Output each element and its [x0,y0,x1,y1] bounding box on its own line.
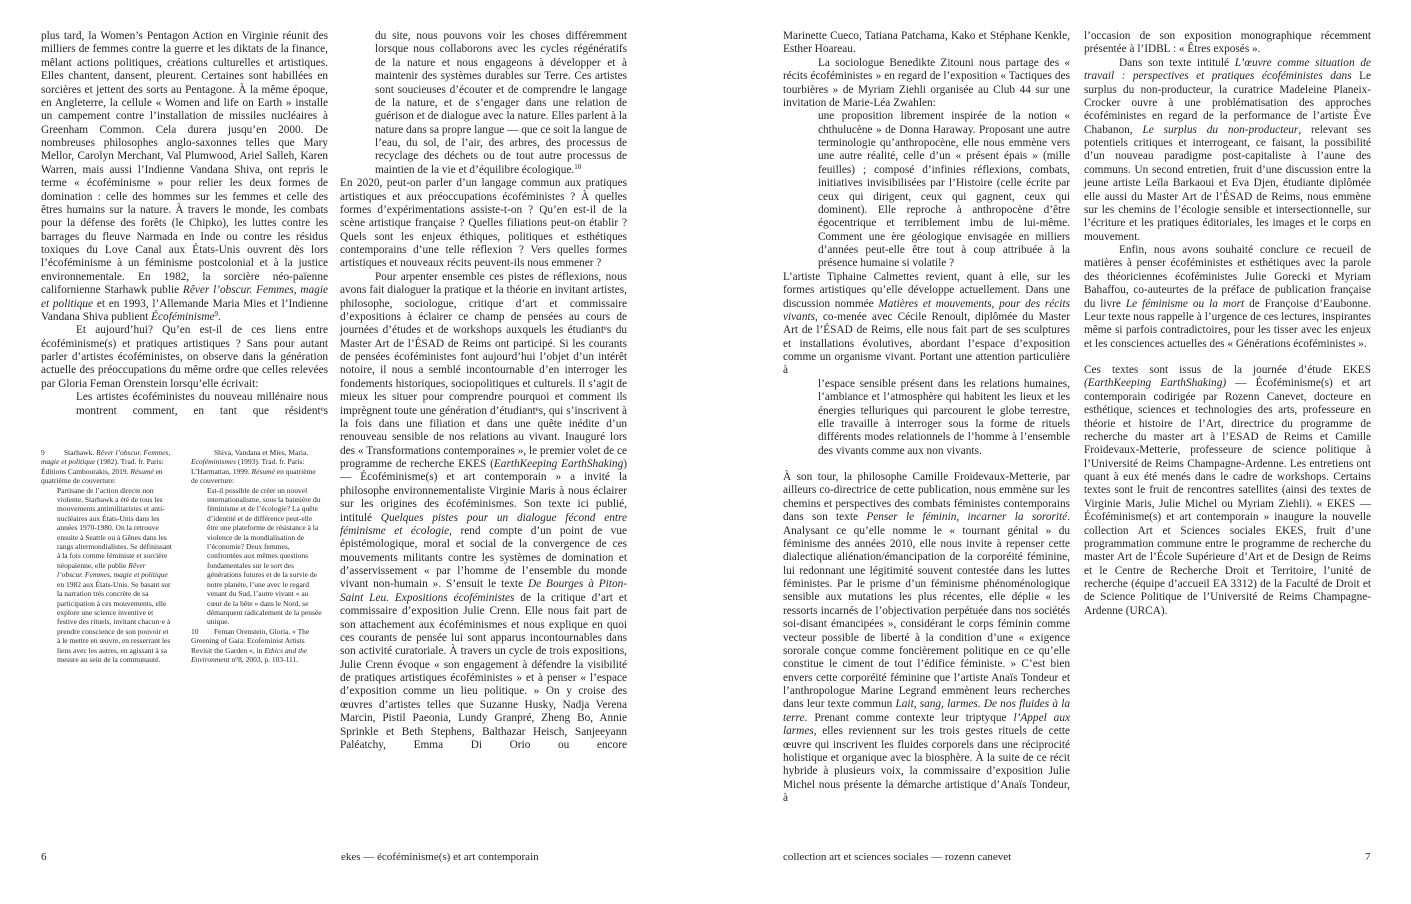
italic-text: EarthKeeping EarthShaking [493,458,624,470]
italic-text: (EarthKeeping EarthShaking) [1084,377,1227,390]
left-page-column-1 [41,30,328,418]
text-run: Partisane de l’action directe non violente, Starhawk a été de tous les mouvements antimilitaristes et anti-nucléaires aux États-Unis dans les années 1970-1980. On la retrouve ensuite à Seattle ou à Gênes dans les rangs altermondialistes. Se définissant à la fois comme féministe et sorcière néopaïenne, elle publie [57,485,172,570]
text-run: L’artiste Tiphaine Calmettes revient, quant à elle, sur les formes artistiques qu’elle développe actuellement. Dans une discussion nommée [783,270,1070,310]
footnote-marker: 9 [214,309,218,318]
text-run: La sociologue Benedikte Zitouni nous partage des « récits écoféministes » en regard de l’exposition « Tactiques des tourbières » de Myriam Ziehli organisée au Club 44 sur une invitation de Marie-Léa Zwahlen: [783,56,1070,109]
italic-text: De Bourges à Piton-Saint Leu. Expositions écoféministes [340,578,627,604]
text-run: Pour arpenter ensemble ces pistes de réflexions, nous avons fait dialoguer la pratique et la théorie en invitant artistes, philosophe, sociologue, critique d’art et commissaire d’expositions à éclairer ce champ de pensées au cours de journées d’études et de workshops auxquels les étudiantᵉs du Master Art de l’ÉSAD de Reims ont participé. Si les courants de pensées écoféministes font aujourd’hui l’objet d’un intérêt notoire, il nous a semblé incontournable d’en interroger les fondements historiques, sociopolitiques et culturels. Il s’agit de mieux les situer pour comprendre pourquoi et comment ils imprègnent toute une génération d’étudiantᵉs, qui s’inscrivent à la fois dans une filiation et dans une quête inédite d’un renouveau sensible de nos relations au vivant. Inauguré lors des « Transformations contemporaines », le premier volet de ce programme de recherche EKES ( [340,270,627,470]
text-run: et en 1993, l’Allemande Maria Mies et l’Indienne Vandana Shiva publient [41,297,328,323]
text-run: l’occasion de son exposition monographique récemment présentée à l’IDBL : « Êtres exposés ». [1084,30,1371,56]
block-quote [818,378,1070,458]
footnote-marker: 10 [574,162,582,171]
block-quote [818,110,1070,271]
left-page-column-2 [340,30,627,752]
text-run: , relevant ses potentiels critiques et interrogeant, ce faisant, la possibilité d’un nouveau paradigme post-capitaliste à l’aune des communs. Un second entretien, fruit d’une discussion entre la jeune artiste Leïla Barkaoui et Eva Djen, étudiante diplômée elle aussi du Master Art de l’ÉSAD de Reims, nous emmène sur les chemins de l’écologie sensible et intersectionnelle, sur l’écriture et les pratiques éditoriales, les images et le corps en mouvement. [1084,123,1371,243]
block-quote [76,391,328,418]
text-run: Enfin, nous avons souhaité conclure ce recueil de matières à penser écoféministes et esthétiques avec la parole des théoriciennes écoféministes Julie Gorecki et Myriam Bahaffou, co-auteurtes de la préface de publication française du livre [1084,244,1371,310]
italic-text: Rêver l’obscur. Femmes, magie et politique [41,284,328,310]
text-run: , co-menée avec Cécile Renoult, diplômée du Master Art de l’ÉSAD de Reims, elle nous fait part de ses sculptures et installations évolutives, abordant l’espace d’exposition comme un organisme vivant. Portant une attention particulière à [783,310,1070,377]
text-run: (1993). Trad. fr. Paris: L’Harmattan, 1999. [191,457,305,476]
text-run: — Écoféminisme(s) et art contemporain codirigée par Rozenn Canevet, docteure en esthétique, sciences et technologies des arts, professeure en théorie et histoire de l’Art, directrice du programme de recherche du master art à l’ESAD de Reims et Camille Froidevaux-Metterie, professeure de science politique à l’Université de Reims Champagne-Ardenne. Les entretiens ont quant à eux été menés dans le cadre de workshops. Certains textes sont le fruit de rencontres satellites (ainsi des textes de Virginie Maris, Julie Michel ou Myriam Ziehli). « EKES — Écoféminisme(s) et art contemporain » inaugure la nouvelle collection Art et Sciences sociales EKES, fruit d’une programmation commune entre le programme de recherche du master Art de l’École Supérieure d’Art et de Design de Reims et le Centre de Recherche Droit et Territoire, l’unité de recherche (équipe d’accueil EA 3312) de la Faculté de Droit et de Science Politique de l’Université de Reims Champagne-Ardenne (URCA). [1084,377,1371,617]
footnote-9-continued [191,448,322,664]
text-run: . Prenant comme contexte leur triptyque [804,711,1014,724]
text-run: À son tour, la philosophe Camille Froidevaux-Metterie, par ailleurs co-directrice de cette publication, nous emmène sur les chemins et perspectives des combats féministes contemporains dans son texte [783,471,1070,524]
text-run: Le surplus du non-producteur, la curatrice Madeleine Planeix-Crocker ouvre à une problématisation des approches écoféministes en regard de la performance de l’artiste Ève Chabanon, [1084,70,1371,136]
page-number: 7 [1365,851,1371,863]
paragraph [783,30,1070,57]
italic-text: Le surplus du non-producteur [1142,123,1299,136]
text-run: Shiva, Vandana et Mies, Maria. [214,448,309,457]
italic-text: Matières et mouvements, pour des récits vivants [783,297,1070,323]
italic-text: Rêver l’obscur. Femmes, magie et politique [57,560,168,580]
paragraph [1084,364,1371,618]
text-run: ) — Écoféminisme(s) et art contemporain » a invité la philosophe environnementaliste Virginie Maris à nous éclairer sur les origines des écoféminismes. Son texte ici publié, intitulé [340,458,627,524]
italic-text: Résumé [130,466,154,476]
paragraph [783,57,1070,111]
right-page-column-2 [1084,30,1371,618]
paragraph [1084,30,1371,57]
text-run: de Françoise d’Eaubonne. Leur texte nous rappelle à l’urgence de ces lectures, inspirantes même si parfois contradictoires, pour les tisser avec les enjeux et les consciences actuelles des « Générations écoféministes ». [1084,297,1371,350]
footnote-number: 9 [41,448,45,457]
footnote-reference [191,448,322,486]
text-run: en quatrième de couverture: [41,466,163,486]
text-run: du site, nous pouvons voir les choses différemment lorsque nous collaborons avec les cycles régénératifs de la nature et nous engageons à développer et à maintenir des systèmes durables sur Terre. Ces artistes sont soucieuses d’écouter et de comprendre le langage de la nature, et de s’engager dans une relation de guérison et de dialogue avec la nature. Elles parlent à la nature dans sa propre langue — que ce soit la langue de l’eau, du sol, de l’air, des arbres, des processus de recyclage des déchets ou de tout autre processus de maintien de la vie et d’équilibre écologique. [375,30,627,176]
italic-text: Penser le féminin, incarner la sororité [866,511,1068,524]
text-run: (1982). Trad. fr. Paris: Éditions Cambourakis, 2019. [41,457,164,476]
paragraph [340,177,627,271]
paragraph [783,271,1070,378]
text-run: plus tard, la Women’s Pentagon Action en Virginie réunit des milliers de femmes contre la guerre et les diktats de la finance, mêlant actions politiques, créations culturelles et artistiques. Elles chantent, dansent, pleurent. Certaines sont habillées en sorcières et jettent des sorts au Pentagone. À la même époque, en Angleterre, la cellule « Women and life on Earth » installe un campement contre l’installation de missiles nucléaires à Greenham Common. Cela durera jusqu’en 2000. De nombreuses philosophes anglo-saxonnes telles que Mary Mellor, Carolyn Merchant, Val Plumwood, Ariel Salleh, Karen Warren, mais aussi l’Indienne Vandana Shiva, ont repris le terme « écoféminisme » pour relier les deux formes de domination : celle des hommes sur les femmes et celle des êtres humains sur la nature. À travers le monde, les combats pour la défense des forêts (le Chipko), les luttes contre les barrages du fleuve Narmada en Inde ou contre les résidus toxiques du Love Canal aux États-Unis ouvrent dès lors l’écoféminisme à un féminisme postcolonial et à la justice environnementale. En 1982, la sorcière néo-païenne californienne Starhawk publie [41,30,328,297]
text-run: Dans son texte intitulé [1119,56,1235,69]
page-number: 6 [41,851,47,863]
italic-text: Lait, sang, larmes. De nos fluides à la terre [783,698,1070,724]
paragraph [783,471,1070,805]
text-run: . Analysant ce qu’elle nomme le « tournant génital » du féminisme des années 2010, elle nous invite à repenser cette dialectique aliénation/émancipation de la corporéité féminine, lui redonnant une légitimité souvent contestée dans les luttes féministes. Par le prisme d’un féminisme phénoménologique sensible aux mutations les plus récentes, elle déplie « les ressorts incarnés de l’objectivation perpétuée dans nos sociétés soi-disant émancipées », considérant le corps féminin comme vecteur possible de liberté à la condition d’une « exigence sororale conçue comme foncièrement politique en ce qu’elle constitue le ciment de tout l’édifice féministe. » C’est bien envers cette corporéité féminine que l’artiste Anaïs Tondeur et l’anthropologue Marine Legrand emmènent leurs recherches dans leur texte commun [783,511,1071,711]
italic-text: Rêver l’obscur. Femmes, magie et politique [41,448,171,467]
running-footer: ekes — écoféminisme(s) et art contemporain [341,851,539,863]
right-page-column-1 [783,30,1070,805]
footnote-quote [207,486,322,627]
text-run: l’espace sensible présent dans les relations humaines, l’ambiance et l’atmosphère qui habitent les lieux et les énergies telluriques qui parcourent le globe terrestre, elle travaille à interroger sous la forme de rituels différents modes relationnels de l’homme à l’ensemble des vivants comme aux non vivants. [818,377,1070,457]
footnote-quote [57,486,172,665]
text-run: Starhawk. [64,448,97,457]
block-quote [375,30,627,177]
text-run: Marinette Cueco, Tatiana Patchama, Kako et Stéphane Kenkle, Esther Hoareau. [783,30,1070,56]
italic-text: L’œuvre comme situation de travail : perspectives et pratiques écoféministes dans [1084,56,1371,83]
italic-text: Ethics and the Environment [191,645,308,664]
footnote-number: 10 [191,626,199,636]
text-run: , elles reviennent sur les trois gestes rituels de cette œuvre qui inscrivent les fluides corporels dans une réciprocité holistique et organique avec la biosphère. À la suite de ce récit hybride à plusieurs voix, la commissaire d’exposition Julie Michel nous présente la démarche artistique d’Anaïs Tondeur, à [783,725,1070,804]
text-run: . [218,310,221,323]
paragraph [1084,57,1371,244]
italic-text: Quelques pistes pour un dialogue fécond entre féminisme et écologie [340,511,627,537]
text-run: Feman Orenstein, Gloria. « The Greening of Gaia: Ecofeminist Artists Revisit the Garden », in [191,626,310,655]
footnote-9 [41,448,172,664]
text-run: , rend compte d’un point de vue épistémologique, moral et social de la convergence de ces mouvements militants contre les systèmes de domination et d’asservissement « par l’homme de l’ensemble du monde vivant non-humain ». S’ensuit le texte [340,524,627,591]
text-run: en 1982 aux États-Unis. Se basant sur la narration très concrète de sa participation à ces mouvements, elle explore une science inventive et festive des rituels, invitant chacun·e à prendre conscience de son pouvoir et à le mettre en œuvre, en resserrant les liens avec les autres, en agissant à sa mesure au sein de la communauté. [57,579,171,664]
italic-text: Ecoféminismes [191,457,236,467]
italic-text: Résumé [251,466,275,476]
text-run: n°8, 2003, p. 103-111. [229,654,299,664]
italic-text: Écoféminisme [151,310,215,323]
text-run: Et aujourd’hui? Qu’en est-il de ces liens entre écoféminisme(s) et pratiques artistiques ? Sans pour autant parler d’artistes écoféministes, on observe dans la génération actuelle des préoccupations du même ordre que celles relevées par Gloria Feman Orenstein lorsqu’elle écrivait: [41,324,328,390]
paragraph [41,324,328,391]
paragraph [340,271,627,753]
paragraph [1084,244,1371,351]
text-run: Est-il possible de créer un nouvel internationalisme, sous la bannière du féminisme et de l’écologie? La quête d’identité et de différence peut-elle être une plateforme de résistance à la violence de la mondialisation de l’économie? Deux femmes, confrontées aux mêmes questions fondamentales sur le sort des générations futures et de la survie de notre planète, l’une avec le regard venant du Sud, l’autre vivant « au cœur de la bête » dans le Nord, se démarquent radicalement de la pensée unique. [207,485,322,627]
paragraph [41,30,328,324]
text-run: une proposition librement inspirée de la notion « chthulucène » de Donna Haraway. Proposant une autre terminologie qu’anthropocène, elle nous emmène vers une autre réalité, celle d’un « présent épais » (mille feuilles) ; composé d’infinies réflexions, combats, initiatives invisibilisées par l’Histoire (celle écrite par ceux qui dirigent, ceux qui gagnent, ceux qui dominent). Elle reproche à anthropocène d’être égocentrique et terriblement imbu de lui-même. Comment une ère géologique envisagée en milliers d’années peut-elle être tout à coup attribuée à la présence humaine si volatile ? [818,110,1070,270]
text-run: de la critique d’art et commissaire d’exposition Julie Crenn. Elle nous fait part de son attachement aux écoféminismes et nous explique en quoi ces courants de pensée lui sont apparus incontournables dans son activité curatoriale. À travers un cycle de trois expositions, Julie Crenn évoque « son engagement à défendre la visibilité de pratiques artistiques écoféministes » et à penser « l’espace d’exposition comme un lieu politique. » On y croise des œuvres d’artistes telles que Suzanne Husky, Nadja Verena Marcin, Pistil Paeonia, Lundy Granpré, Zheng Bo, Annie Sprinkle et Beth Stephens, Balthazar Heisch, Sanjeeyann Paléatchy, Emma Di Orio ou encore [340,591,627,751]
running-footer: collection art et sciences sociales — rozenn canevet [783,851,1012,863]
italic-text: l’Appel aux larmes [783,711,1070,738]
text-run: en quatrième de couverture: [191,466,316,486]
text-run: Les artistes écoféministes du nouveau millénaire nous montrent comment, en tant que résidentᵉs [76,391,328,417]
text-run: Ces textes sont issus de la journée d’étude EKES [1084,364,1371,376]
text-run: En 2020, peut-on parler d’un langage commun aux pratiques artistiques et aux préoccupations écoféministes ? À quelles formes d’expérimentations assiste-t-on ? Qu’en est-il de la scène artistique française ? Quelles filiations peut-on établir ? Quels sont les enjeux éthiques, politiques et esthétiques contemporains d’une telle réflexion ? Vers quelles formes artistiques et nouveaux récits peuvent-ils nous emmener ? [340,177,627,270]
italic-text: Le féminisme ou la mort [1125,297,1245,310]
